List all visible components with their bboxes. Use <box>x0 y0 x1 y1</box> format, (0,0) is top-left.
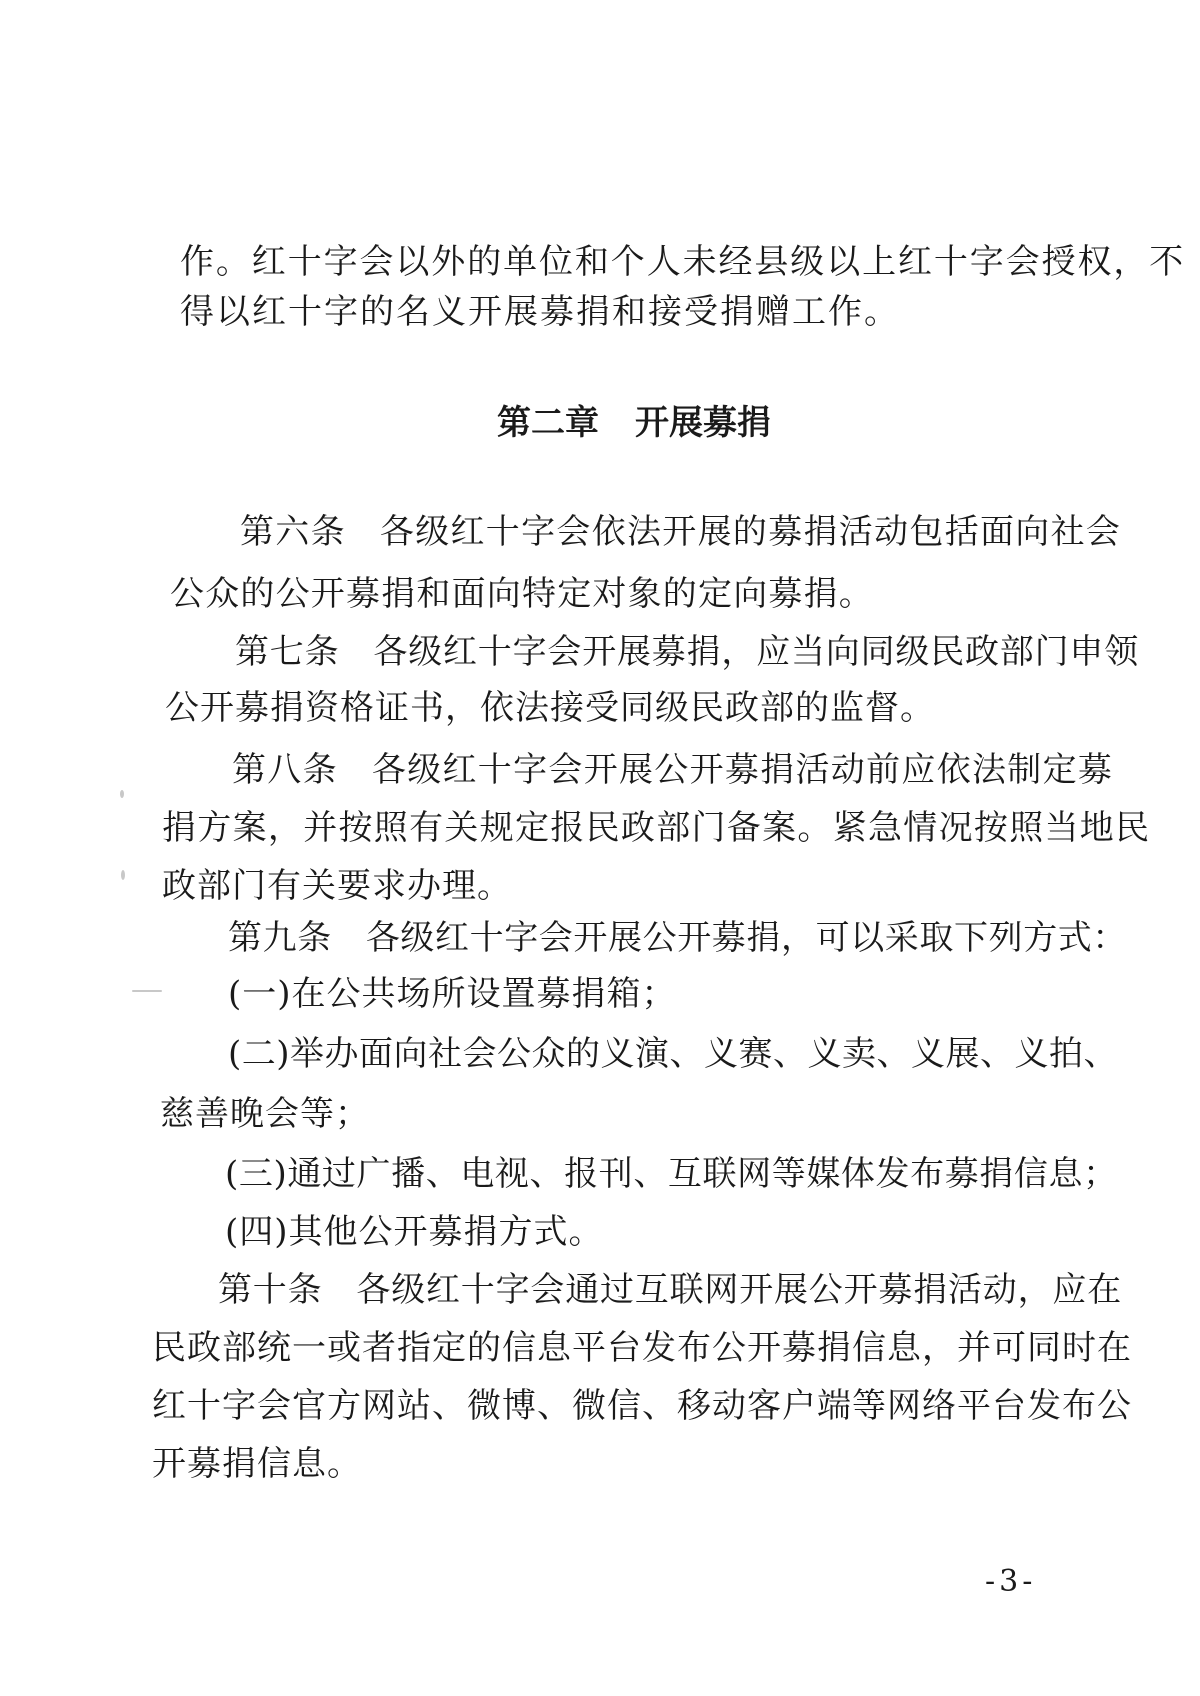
article-9-line-1 <box>228 916 1127 960</box>
chapter-number: 第二章 <box>497 403 599 443</box>
article-8-line-3: 政部门有关要求办理。 <box>162 866 512 906</box>
article-9-item-4: (四)其他公开募捐方式。 <box>225 1212 604 1252</box>
article-9-item-3: (三)通过广播、电视、报刊、互联网等媒体发布募捐信息； <box>225 1154 1118 1194</box>
page-number: -3- <box>985 1564 1037 1599</box>
scan-speck <box>120 790 124 798</box>
article-9-item-2-line-1: (二)举办面向社会公众的义演、义赛、义卖、义展、义拍、 <box>228 1034 1119 1074</box>
article-8-line-1 <box>232 748 1113 792</box>
scan-speck <box>132 990 162 992</box>
article-7-text: 各级红十字会开展募捐，应当向同级民政部门申领 <box>373 632 1140 672</box>
article-8-line-2: 捐方案，并按照有关规定报民政部门备案。紧急情况按照当地民 <box>162 808 1151 848</box>
continuation-line-2: 得以红十字的名义开展募捐和接受捐赠工作。 <box>180 292 900 332</box>
article-6-line-2: 公众的公开募捐和面向特定对象的定向募捐。 <box>170 574 874 614</box>
article-10-line-4: 开募捐信息。 <box>152 1444 362 1484</box>
continuation-line-1: 作。红十字会以外的单位和个人未经县级以上红十字会授权，不 <box>180 242 1186 282</box>
article-9-item-1: (一)在公共场所设置募捐箱； <box>228 974 677 1014</box>
article-8-text: 各级红十字会开展公开募捐活动前应依法制定募 <box>371 750 1114 790</box>
article-7-line-2: 公开募捐资格证书，依法接受同级民政部的监督。 <box>165 688 935 728</box>
article-10-line-2: 民政部统一或者指定的信息平台发布公开募捐信息，并可同时在 <box>152 1328 1132 1368</box>
article-7-label: 第七条 <box>235 632 340 672</box>
chapter-title: 开展募捐 <box>635 403 771 443</box>
article-6-line-1 <box>240 510 1121 554</box>
article-10-line-1 <box>218 1268 1122 1312</box>
article-10-line-3: 红十字会官方网站、微博、微信、移动客户端等网络平台发布公 <box>152 1386 1132 1426</box>
article-8-label: 第八条 <box>232 750 338 790</box>
article-9-text: 各级红十字会开展公开募捐，可以采取下列方式： <box>365 918 1128 958</box>
article-9-item-2-line-2: 慈善晚会等； <box>160 1094 370 1134</box>
chapter-heading <box>497 401 771 445</box>
article-7-line-1 <box>235 630 1139 674</box>
article-10-label: 第十条 <box>218 1270 323 1310</box>
article-9-label: 第九条 <box>228 918 332 958</box>
article-6-text: 各级红十字会依法开展的募捐活动包括面向社会 <box>379 512 1122 552</box>
scan-speck <box>121 870 125 880</box>
article-10-text: 各级红十字会通过互联网开展公开募捐活动，应在 <box>356 1270 1123 1310</box>
article-6-label: 第六条 <box>240 512 346 552</box>
